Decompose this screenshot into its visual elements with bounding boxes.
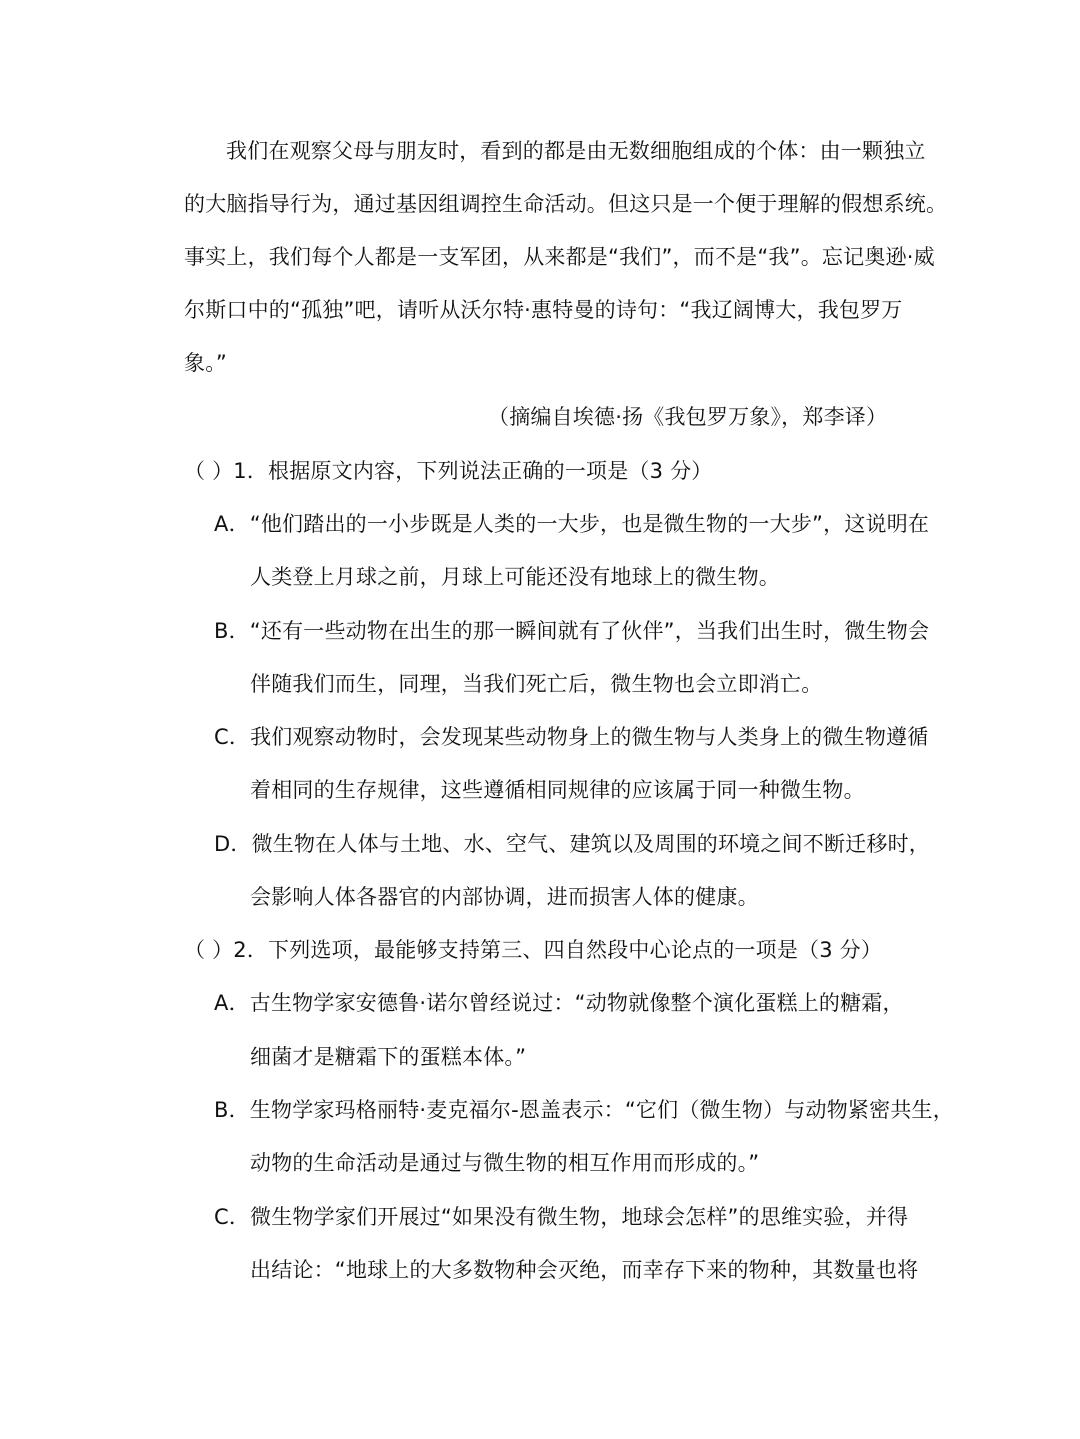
question-1-option-d-cont: 会影响人体各器官的内部协调，进而损害人体的健康。 (250, 885, 759, 909)
passage-source: （摘编自埃德·扬《我包罗万象》，郑李译） (488, 405, 888, 429)
question-1-option-c: C．我们观察动物时，会发现某些动物身上的微生物与人类身上的微生物遵循 (214, 725, 929, 749)
question-2-option-a: A．古生物学家安德鲁·诺尔曾经说过：“动物就像整个演化蛋糕上的糖霜， (214, 991, 904, 1015)
question-2-option-b: B．生物学家玛格丽特·麦克福尔-恩盖表示：“它们（微生物）与动物紧密共生， (214, 1098, 954, 1122)
question-1-option-a-cont: 人类登上月球之前，月球上可能还没有地球上的微生物。 (250, 565, 780, 589)
question-2-option-a-cont: 细菌才是糖霜下的蛋糕本体。” (250, 1045, 527, 1069)
question-2-option-c-cont: 出结论：“地球上的大多数物种会灭绝，而幸存下来的物种，其数量也将 (250, 1258, 919, 1282)
question-1-option-b: B．“还有一些动物在出生的那一瞬间就有了伙伴”，当我们出生时，微生物会 (214, 619, 930, 643)
question-1-option-c-cont: 着相同的生存规律，这些遵循相同规律的应该属于同一种微生物。 (250, 778, 865, 802)
passage-line: 的大脑指导行为，通过基因组调控生命活动。但这只是一个便于理解的假想系统。 (184, 192, 948, 216)
passage-line: 我们在观察父母与朋友时，看到的都是由无数细胞组成的个体：由一颗独立 (226, 139, 926, 163)
passage-line: 象。” (184, 351, 227, 375)
passage-line: 事实上，我们每个人都是一支军团，从来都是“我们”，而不是“我”。忘记奥逊·威 (184, 245, 935, 269)
question-1-option-a: A．“他们踏出的一小步既是人类的一大步，也是微生物的一大步”，这说明在 (214, 512, 930, 536)
question-2-option-b-cont: 动物的生命活动是通过与微生物的相互作用而形成的。” (250, 1151, 760, 1175)
question-1-stem: （ ）1．根据原文内容，下列说法正确的一项是（3 分） (184, 459, 713, 483)
passage-line: 尔斯口中的“孤独”吧，请听从沃尔特·惠特曼的诗句：“我辽阔博大，我包罗万 (184, 298, 903, 322)
question-1-option-b-cont: 伴随我们而生，同理，当我们死亡后，微生物也会立即消亡。 (250, 672, 823, 696)
question-2-option-c: C．微生物学家们开展过“如果没有微生物，地球会怎样”的思维实验，并得 (214, 1205, 909, 1229)
question-2-stem: （ ）2．下列选项，最能够支持第三、四自然段中心论点的一项是（3 分） (184, 938, 883, 962)
question-1-option-d: D．微生物在人体与土地、水、空气、建筑以及周围的环境之间不断迁移时， (214, 832, 930, 856)
